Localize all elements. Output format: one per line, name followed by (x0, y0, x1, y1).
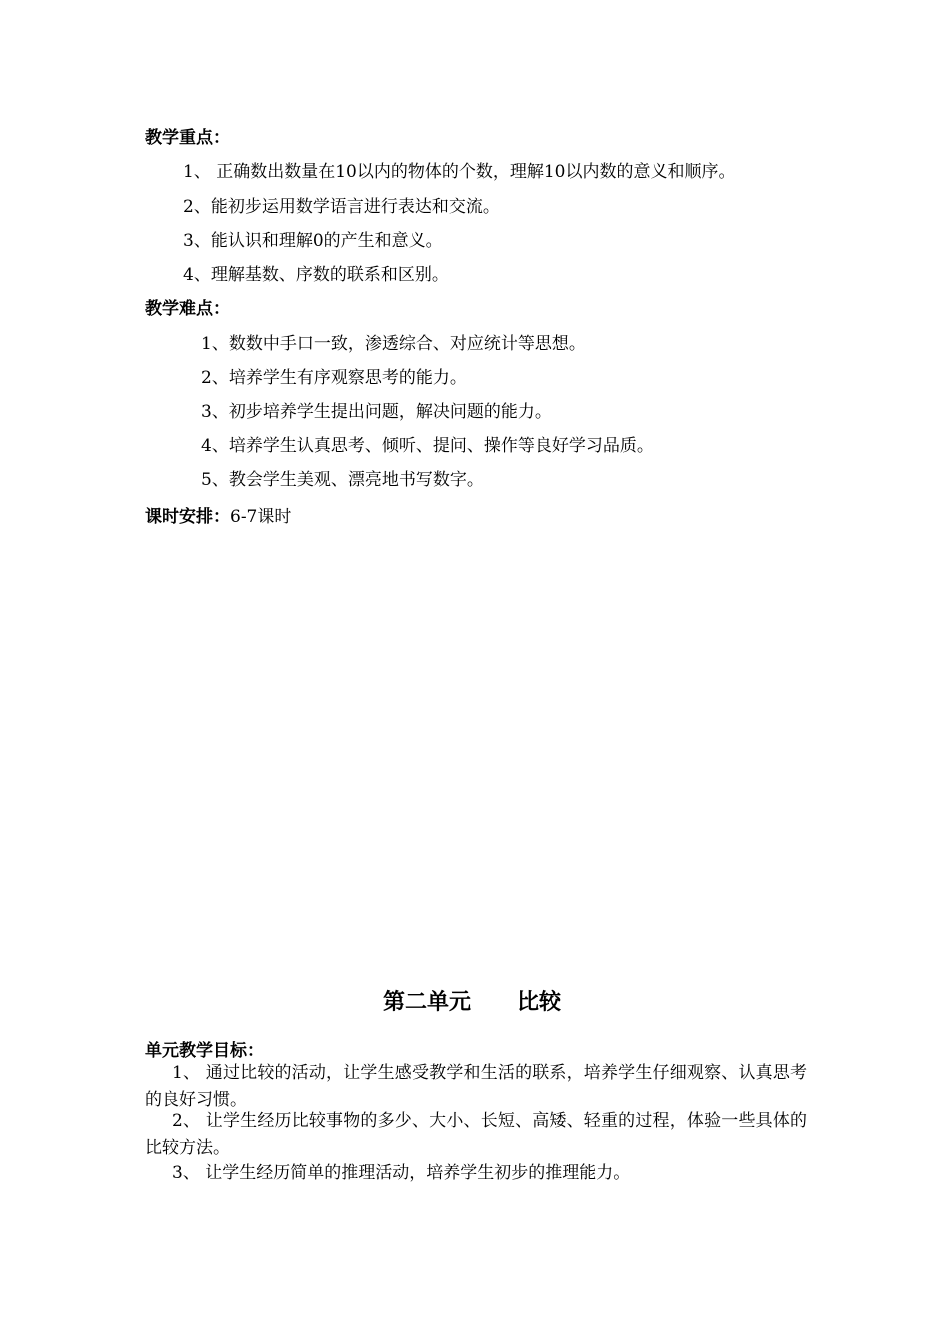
focus-item-4: 4、理解基数、序数的联系和区别。 (183, 265, 449, 285)
difficulty-item-5: 5、教会学生美观、漂亮地书写数字。 (201, 470, 484, 490)
unit2-goal-1: 1、 通过比较的活动，让学生感受教学和生活的联系，培养学生仔细观察、认真思考的良好习惯。 (145, 1063, 807, 1110)
difficulty-item-3: 3、初步培养学生提出问题，解决问题的能力。 (201, 402, 552, 422)
unit2-goal-2: 2、 让学生经历比较事物的多少、大小、长短、高矮、轻重的过程，体验一些具体的比较方法。 (145, 1111, 807, 1158)
focus-item-2: 2、能初步运用数学语言进行表达和交流。 (183, 197, 500, 217)
focus-item-1: 1、 正确数出数量在10以内的物体的个数，理解10以内数的意义和顺序。 (183, 162, 736, 182)
unit2-title: 第二单元 比较 (383, 990, 561, 1015)
schedule-line (145, 506, 291, 528)
difficulty-heading: 教学难点： (145, 299, 230, 319)
unit2-goal-3: 3、 让学生经历简单的推理活动，培养学生初步的推理能力。 (172, 1163, 631, 1183)
schedule-label: 课时安排： (145, 507, 230, 527)
unit2-goals-heading: 单元教学目标： (145, 1041, 264, 1061)
focus-item-3: 3、能认识和理解0的产生和意义。 (183, 231, 443, 251)
difficulty-item-2: 2、培养学生有序观察思考的能力。 (201, 368, 467, 388)
focus-heading: 教学重点： (145, 128, 230, 148)
difficulty-item-1: 1、数数中手口一致，渗透综合、对应统计等思想。 (201, 334, 586, 354)
difficulty-item-4: 4、培养学生认真思考、倾听、提问、操作等良好学习品质。 (201, 436, 654, 456)
schedule-value: 6-7课时 (230, 507, 292, 527)
